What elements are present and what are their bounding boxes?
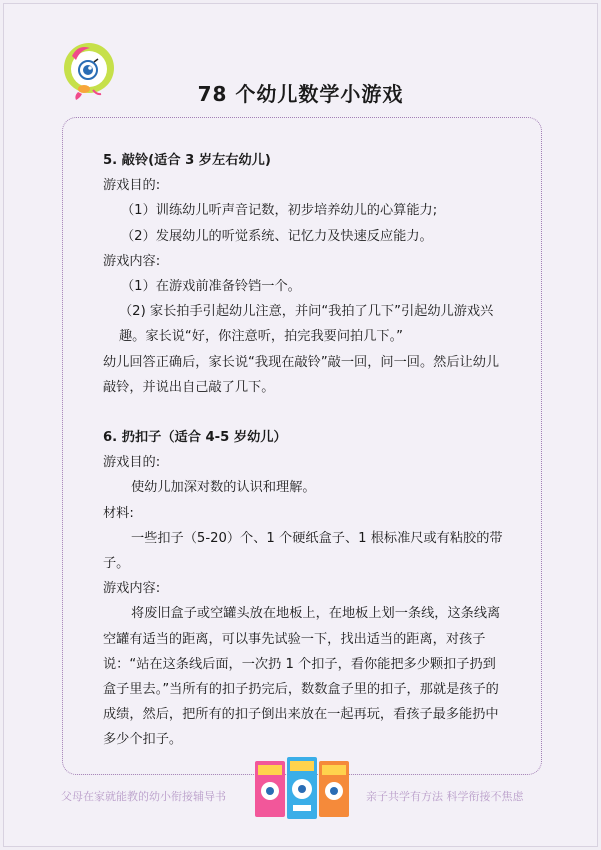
section-5-content-3: 幼儿回答正确后，家长说“我现在敲铃”敲一回，问一回。然后让幼儿敲铃，并说出自己敲了几下。 bbox=[103, 354, 500, 395]
footer-right-slogan: 亲子共学有方法 科学衔接不焦虑 bbox=[366, 790, 524, 803]
section-5-goal-2: （2）发展幼儿的听觉系统、记忆力及快速反应能力。 bbox=[121, 228, 433, 244]
section-6-content: 将废旧盒子或空罐头放在地板上，在地板上划一条线，这条线离空罐有适当的距离，可以事先试验一下，找出适当的距离，对孩子说：“站在这条线后面，一次扔 1 个扣子，看你能把多少颗扣子扔到盒子里去。”当所有的扣子扔完后，数数盒子里的扣子，那就是孩子的成绩，然后，把所有的扣子倒出来放在一起再玩，看孩子最多能扔中多少个扣子。 bbox=[103, 606, 501, 748]
footer bbox=[0, 782, 601, 832]
section-5-goal-label: 游戏目的: bbox=[103, 178, 161, 194]
section-6-content-label: 游戏内容: bbox=[103, 581, 161, 597]
section-6-material: 一些扣子（5-20）个、1 个硬纸盒子、1 根标准尺或有粘胶的带子。 bbox=[103, 530, 503, 572]
section-6-material-label: 材料: bbox=[103, 505, 134, 521]
article-body bbox=[103, 148, 503, 753]
section-5-content-label: 游戏内容: bbox=[103, 253, 161, 269]
footer-left-slogan: 父母在家就能教的幼小衔接辅导书 bbox=[61, 790, 226, 803]
section-5-content-2: （2) 家长拍手引起幼儿注意，并问“我拍了几下”引起幼儿游戏兴趣。家长说“好，你注意听，拍完我要问拍几下。” bbox=[119, 304, 494, 345]
section-6-goal: 使幼儿加深对数的认识和理解。 bbox=[131, 480, 316, 496]
section-5-goal-1: （1）训练幼儿听声音记数，初步培养幼儿的心算能力; bbox=[121, 203, 438, 219]
book-covers-icon bbox=[253, 755, 351, 823]
page-title: 78 个幼儿数学小游戏 bbox=[197, 82, 404, 106]
section-5-content-1: （1）在游戏前准备铃铛一个。 bbox=[121, 279, 301, 295]
section-6-heading: 6. 扔扣子（适合 4-5 岁幼儿） bbox=[103, 430, 287, 446]
section-5-heading: 5. 敲铃(适合 3 岁左右幼儿) bbox=[103, 153, 271, 168]
section-6-goal-label: 游戏目的: bbox=[103, 455, 161, 471]
